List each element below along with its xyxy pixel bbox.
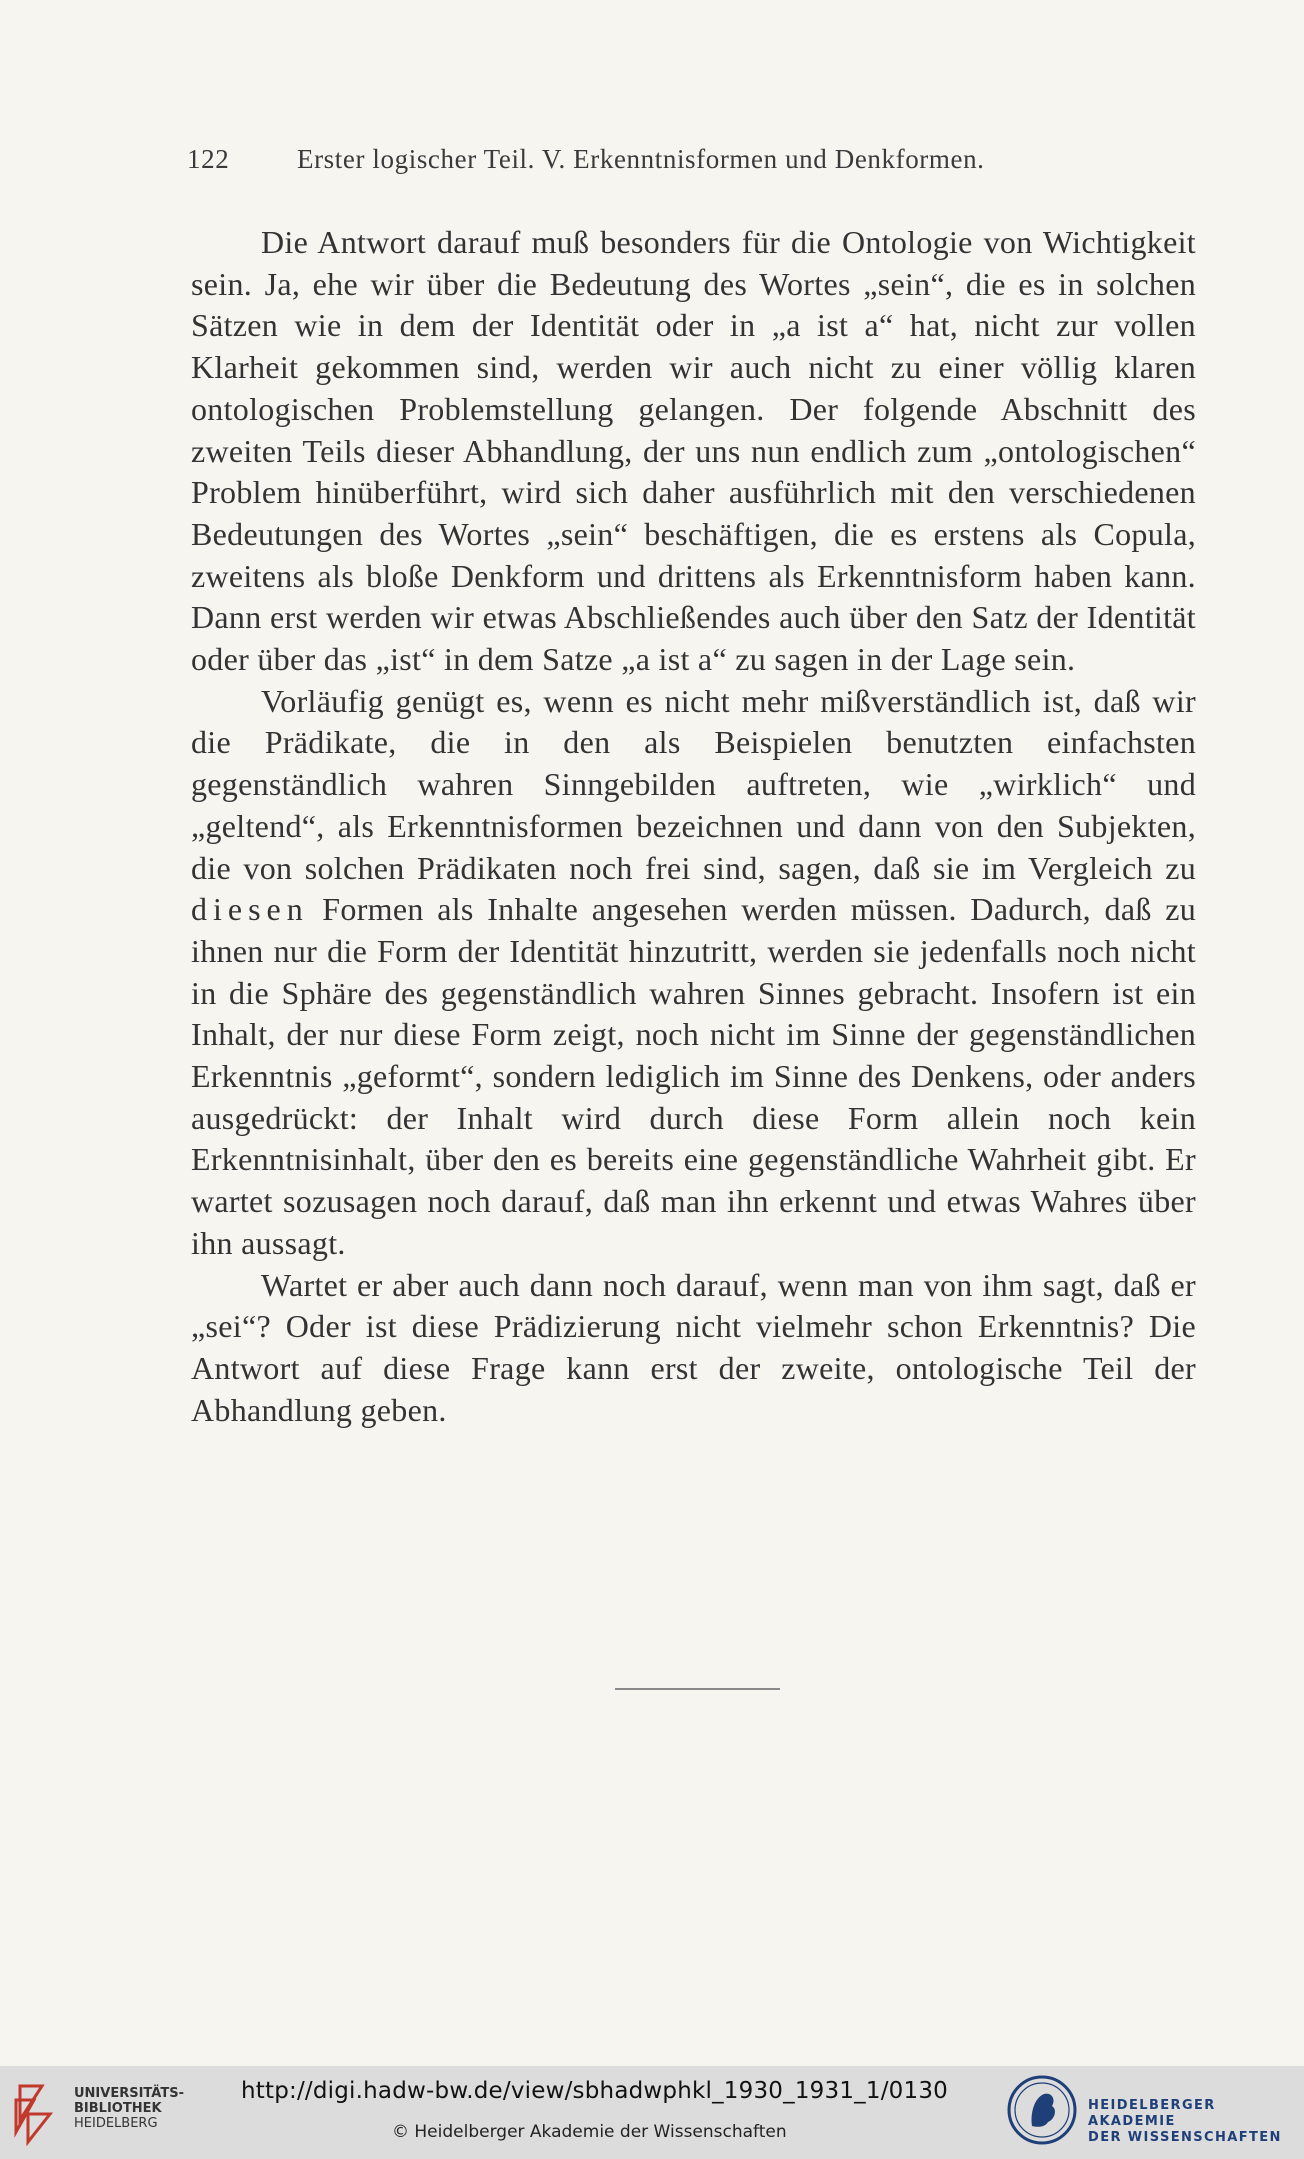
university-library-logo-icon <box>12 2080 58 2146</box>
paragraph-2 <box>191 681 1196 1265</box>
running-head <box>187 144 1197 184</box>
paragraph-2-part-2: Formen als Inhalte angesehen werden müssen. Dadurch, daß zu ihnen nur die Form der Identität hinzutritt, werden sie jedenfalls noch nicht in die Sphäre des gegenständlich wahren Sinnes gebracht. Insofern ist ein Inhalt, der nur diese Form zeigt, noch nicht im Sinne der gegenständlichen Erkenntnis „geformt“, sondern lediglich im Sinne des Denkens, oder anders ausgedrückt: der Inhalt wird durch diese Form allein noch kein Erkenntnisinhalt, über den es bereits eine gegenständliche Wahrheit gibt. Er wartet sozusagen noch darauf, daß man ihn erkennt und etwas Wahres über ihn aussagt. <box>191 891 1196 1261</box>
section-end-rule <box>615 1688 780 1690</box>
library-line-3: HEIDELBERG <box>74 2116 158 2131</box>
footer-bar <box>0 2066 1304 2159</box>
page-number: 122 <box>187 144 230 174</box>
academy-name <box>1088 2098 1304 2146</box>
academy-line-2: DER WISSENSCHAFTEN <box>1088 2130 1282 2145</box>
library-line-1: UNIVERSITÄTS- <box>74 2086 184 2101</box>
emphasized-word: diesen <box>191 891 309 928</box>
copyright-notice: © Heidelberger Akademie der Wissenschaften <box>392 2122 787 2142</box>
academy-line-1: HEIDELBERGER AKADEMIE <box>1088 2098 1216 2129</box>
paragraph-2-part-1: Vorläufig genügt es, wenn es nicht mehr mißverständlich ist, daß wir die Prädikate, die in den als Beispielen benutzten einfachsten gegenständlich wahren Sinngebilden auftreten, wie „wirklich“ und „geltend“, als Erkenntnisformen bezeichnen und dann von den Subjekten, die von solchen Prädikaten noch frei sind, sagen, daß sie im Vergleich zu <box>191 682 1196 886</box>
paragraph-3: Wartet er aber auch dann noch darauf, wenn man von ihm sagt, daß er „sei“? Oder ist diese Prädizierung nicht vielmehr schon Erkenntnis? Die Antwort auf diese Frage kann erst der zweite, ontologische Teil der Abhandlung geben. <box>191 1266 1196 1428</box>
academy-seal-icon <box>1006 2074 1078 2146</box>
document-url-link[interactable]: http://digi.hadw-bw.de/view/sbhadwphkl_1930_1931_1/0130 <box>241 2078 948 2104</box>
body-text <box>191 222 1196 1431</box>
paragraph-1: Die Antwort darauf muß besonders für die Ontologie von Wichtigkeit sein. Ja, ehe wir über die Bedeutung des Wortes „sein“, die es in solchen Sätzen wie in dem der Identität oder in „a ist a“ hat, nicht zur vollen Klarheit gekommen sind, werden wir auch nicht zu einer völlig klaren ontologischen Problemstellung gelangen. Der folgende Abschnitt des zweiten Teils dieser Abhandlung, der uns nun endlich zum „ontologischen“ Problem hinüberführt, wird sich daher ausführlich mit den verschiedenen Bedeutungen des Wortes „sein“ beschäftigen, die es erstens als Copula, zweitens als bloße Denkform und drittens als Erkenntnisform haben kann. Dann erst werden wir etwas Abschließendes auch über den Satz der Identität oder über das „ist“ in dem Satze „a ist a“ zu sagen in der Lage sein. <box>191 224 1196 678</box>
running-title: Erster logischer Teil. V. Erkenntnisformen und Denkformen. <box>297 144 985 174</box>
university-library-name <box>74 2086 184 2131</box>
library-line-2: BIBLIOTHEK <box>74 2101 162 2116</box>
